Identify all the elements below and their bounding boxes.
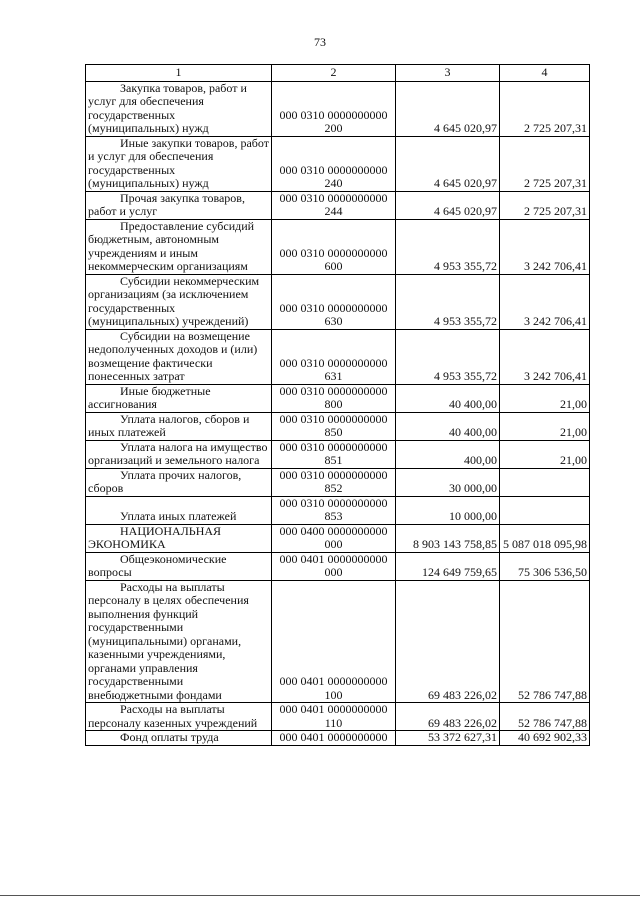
row-value-4: 3 242 706,41 <box>500 329 590 384</box>
table-row <box>86 440 590 468</box>
row-code: 000 0310 0000000000 244 <box>272 191 396 219</box>
row-code: 000 0310 0000000000 240 <box>272 136 396 191</box>
row-code: 000 0310 0000000000 851 <box>272 440 396 468</box>
table-row <box>86 703 590 731</box>
table-row <box>86 496 590 524</box>
row-name <box>86 552 272 580</box>
row-name-text: Уплата иных платежей <box>120 509 237 523</box>
row-name <box>86 384 272 412</box>
row-name <box>86 496 272 524</box>
row-name-text: Расходы на выплаты персоналу казенных учреждений <box>88 702 258 730</box>
row-name-text: Субсидии на возмещение недополученных доходов и (или) возмещение фактически понесенных затрат <box>88 328 258 383</box>
header-col-1: 1 <box>86 65 272 82</box>
row-value-4: 52 786 747,88 <box>500 580 590 703</box>
row-value-4: 3 242 706,41 <box>500 274 590 329</box>
row-name <box>86 81 272 136</box>
row-name-text: Уплата прочих налогов, сборов <box>88 467 242 495</box>
table-row <box>86 219 590 274</box>
row-value-3: 10 000,00 <box>396 496 500 524</box>
row-value-4: 52 786 747,88 <box>500 703 590 731</box>
row-code: 000 0310 0000000000 800 <box>272 384 396 412</box>
header-col-2: 2 <box>272 65 396 82</box>
row-name-text: Прочая закупка товаров, работ и услуг <box>88 190 245 218</box>
row-name-text: НАЦИОНАЛЬНАЯ ЭКОНОМИКА <box>88 523 222 551</box>
row-name-text: Предоставление субсидий бюджетным, автономным учреждениям и иным некоммерческим организациям <box>88 218 255 273</box>
row-value-4 <box>500 496 590 524</box>
row-name <box>86 703 272 731</box>
row-value-3: 40 400,00 <box>396 384 500 412</box>
row-value-4: 5 087 018 095,98 <box>500 524 590 552</box>
row-value-3: 4 645 020,97 <box>396 136 500 191</box>
row-name-text: Уплата налогов, сборов и иных платежей <box>88 411 250 439</box>
row-value-3: 69 483 226,02 <box>396 580 500 703</box>
table-row <box>86 191 590 219</box>
row-value-3: 4 953 355,72 <box>396 274 500 329</box>
row-name <box>86 580 272 703</box>
budget-table <box>85 64 590 746</box>
row-code: 000 0310 0000000000 850 <box>272 412 396 440</box>
bottom-rule <box>0 895 640 896</box>
table-row <box>86 552 590 580</box>
table-row <box>86 468 590 496</box>
row-value-3: 124 649 759,65 <box>396 552 500 580</box>
page-number: 73 <box>314 35 326 49</box>
row-value-3: 53 372 627,31 <box>396 731 500 746</box>
row-value-3: 40 400,00 <box>396 412 500 440</box>
row-code: 000 0401 0000000000 100 <box>272 580 396 703</box>
row-value-3: 69 483 226,02 <box>396 703 500 731</box>
row-name-text: Субсидии некоммерческим организациям (за исключением государственных (муниципальных) учреждений) <box>88 273 260 328</box>
row-value-4: 2 725 207,31 <box>500 136 590 191</box>
row-code: 000 0400 0000000000 000 <box>272 524 396 552</box>
row-value-3: 4 645 020,97 <box>396 191 500 219</box>
row-value-4: 75 306 536,50 <box>500 552 590 580</box>
row-code: 000 0310 0000000000 631 <box>272 329 396 384</box>
row-name <box>86 440 272 468</box>
table-row <box>86 384 590 412</box>
row-code: 000 0310 0000000000 853 <box>272 496 396 524</box>
table-row <box>86 329 590 384</box>
row-value-4: 21,00 <box>500 384 590 412</box>
row-name <box>86 731 272 746</box>
row-name <box>86 191 272 219</box>
row-value-4: 2 725 207,31 <box>500 191 590 219</box>
row-value-4: 21,00 <box>500 440 590 468</box>
table-row <box>86 412 590 440</box>
row-value-3: 400,00 <box>396 440 500 468</box>
row-name-text: Фонд оплаты труда <box>120 730 219 744</box>
row-value-3: 4 953 355,72 <box>396 329 500 384</box>
row-code: 000 0310 0000000000 630 <box>272 274 396 329</box>
row-name-text: Расходы на выплаты персоналу в целях обеспечения выполнения функций государственными (муниципальными) органами, казенными учреждениями, органами управления государственными внебюджетными фондами <box>88 579 249 702</box>
row-name-text: Общеэкономические вопросы <box>88 551 227 579</box>
header-col-3: 3 <box>396 65 500 82</box>
row-code: 000 0401 0000000000 <box>272 731 396 746</box>
row-name-text: Иные бюджетные ассигнования <box>88 383 211 411</box>
row-name-text: Закупка товаров, работ и услуг для обеспечения государственных (муниципальных) нужд <box>88 80 247 135</box>
row-value-4: 3 242 706,41 <box>500 219 590 274</box>
table-row <box>86 731 590 746</box>
row-value-3: 30 000,00 <box>396 468 500 496</box>
row-name <box>86 524 272 552</box>
row-value-4: 2 725 207,31 <box>500 81 590 136</box>
header-col-4: 4 <box>500 65 590 82</box>
row-name <box>86 136 272 191</box>
table-row <box>86 136 590 191</box>
header-row <box>86 65 590 82</box>
row-value-3: 8 903 143 758,85 <box>396 524 500 552</box>
row-name <box>86 329 272 384</box>
table-row <box>86 274 590 329</box>
row-name <box>86 468 272 496</box>
table-row <box>86 81 590 136</box>
row-value-3: 4 953 355,72 <box>396 219 500 274</box>
row-value-4 <box>500 468 590 496</box>
row-value-4: 21,00 <box>500 412 590 440</box>
row-value-4: 40 692 902,33 <box>500 731 590 746</box>
row-name <box>86 412 272 440</box>
row-code: 000 0401 0000000000 000 <box>272 552 396 580</box>
row-code: 000 0310 0000000000 852 <box>272 468 396 496</box>
row-name-text: Уплата налога на имущество организаций и земельного налога <box>88 439 268 467</box>
row-code: 000 0310 0000000000 600 <box>272 219 396 274</box>
row-code: 000 0401 0000000000 110 <box>272 703 396 731</box>
row-name <box>86 219 272 274</box>
table-row <box>86 524 590 552</box>
row-name <box>86 274 272 329</box>
row-code: 000 0310 0000000000 200 <box>272 81 396 136</box>
row-value-3: 4 645 020,97 <box>396 81 500 136</box>
row-name-text: Иные закупки товаров, работ и услуг для обеспечения государственных (муниципальных) нужд <box>88 135 269 190</box>
table-row <box>86 580 590 703</box>
